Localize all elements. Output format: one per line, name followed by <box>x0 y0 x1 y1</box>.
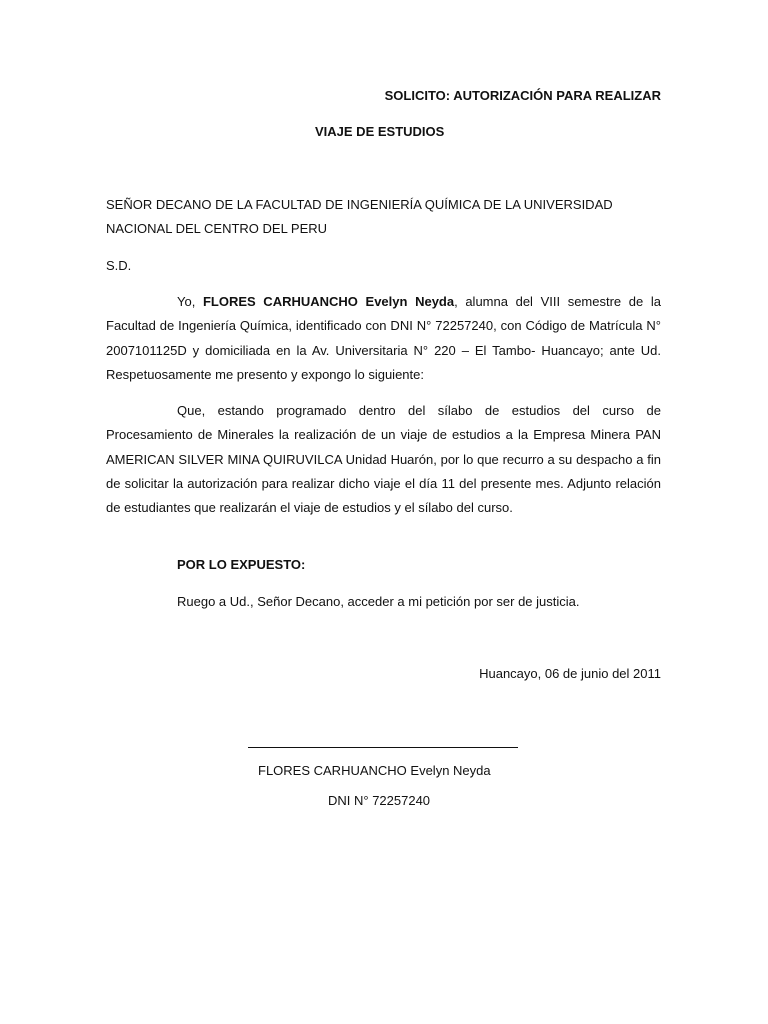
intro-rest: , alumna del VIII semestre de la Facultad de Ingeniería Química, identificado con DNI N° 72257240, con Código de Matrícula N° 2007101125D y domiciliada en la Av. Universitaria N° 220 – El Tambo- Huancayo; ante Ud. Respetuosamente me presento y expongo lo siguiente: <box>106 294 661 382</box>
paragraph-introduction <box>106 290 661 387</box>
subject-line-1: SOLICITO: AUTORIZACIÓN PARA REALIZAR <box>384 88 661 103</box>
addressee-line-2: NACIONAL DEL CENTRO DEL PERU <box>106 221 328 236</box>
intro-prefix: Yo, <box>177 294 203 309</box>
por-lo-expuesto-heading: POR LO EXPUESTO: <box>177 557 306 572</box>
student-name: FLORES CARHUANCHO Evelyn Neyda <box>202 294 455 309</box>
addressee-line-1: SEÑOR DECANO DE LA FACULTAD DE INGENIERÍA QUÍMICA DE LA UNIVERSIDAD <box>106 197 613 212</box>
paragraph-request: Que, estando programado dentro del sílabo de estudios del curso de Procesamiento de Minerales la realización de un viaje de estudios a la Empresa Minera PAN AMERICAN SILVER MINA QUIRUVILCA Unidad Huarón, por lo que recurro a su despacho a fin de solicitar la autorización para realizar dicho viaje el día 11 del presente mes. Adjunto relación de estudiantes que realizarán el viaje de estudios y el sílabo del curso. <box>106 403 661 516</box>
subject-line-2: VIAJE DE ESTUDIOS <box>315 124 445 139</box>
signature-line <box>248 747 518 748</box>
salutation: S.D. <box>106 258 132 273</box>
petition-line: Ruego a Ud., Señor Decano, acceder a mi petición por ser de justicia. <box>177 594 580 609</box>
place-date: Huancayo, 06 de junio del 2011 <box>479 666 661 681</box>
signer-name: FLORES CARHUANCHO Evelyn Neyda <box>258 763 491 778</box>
signer-dni: DNI N° 72257240 <box>328 793 431 808</box>
